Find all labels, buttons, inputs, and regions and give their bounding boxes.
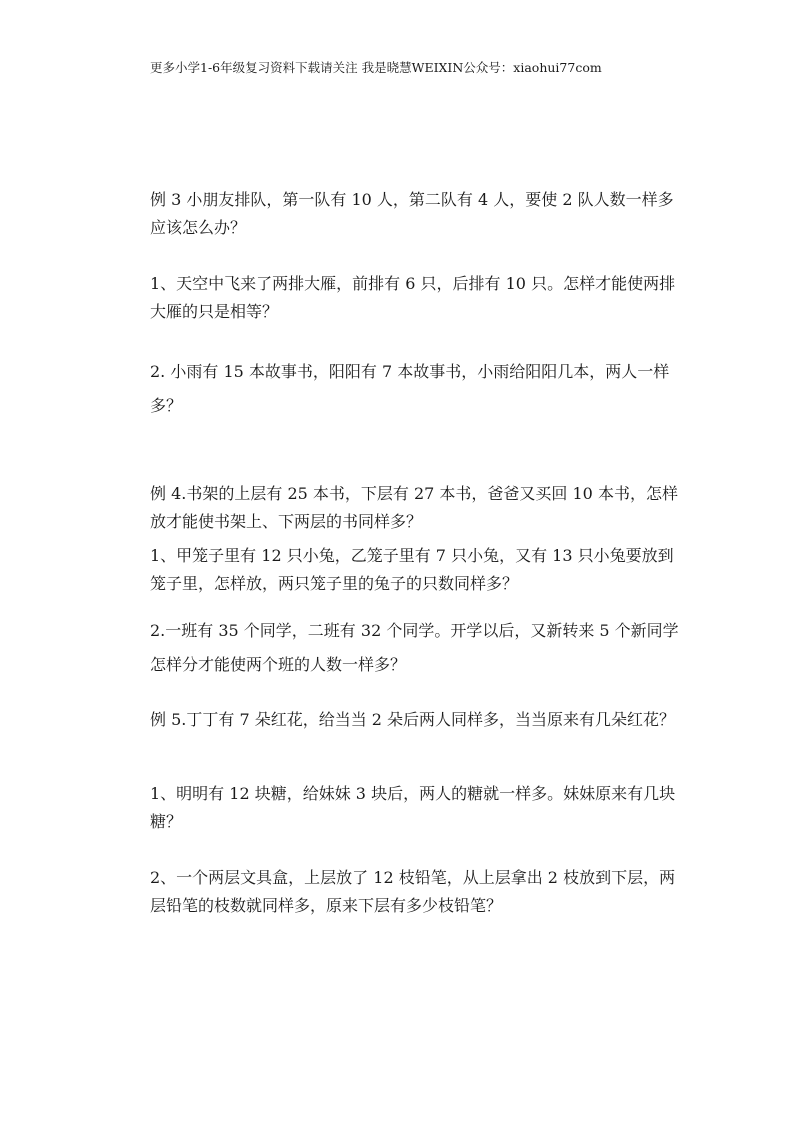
exercise-4-1 <box>150 542 674 598</box>
exercise-3-1-line-2: 大雁的只是相等？ <box>150 302 279 321</box>
exercise-3-2-line-2: 多？ <box>150 396 183 415</box>
example-5 <box>150 706 676 734</box>
exercise-3-2-line-1: 2. 小雨有 15 本故事书，阳阳有 7 本故事书，小雨给阳阳几本，两人一样 <box>150 362 670 381</box>
page-header: 更多小学1-6年级复习资料下载请关注 我是晓慧WEIXIN公众号：xiaohui77com <box>150 60 602 75</box>
exercise-4-2-line-2: 怎样分才能使两个班的人数一样多？ <box>150 655 407 674</box>
exercise-5-1-line-1: 1、明明有 12 块糖，给妹妹 3 块后，两人的糖就一样多。妹妹原来有几块 <box>150 784 676 803</box>
exercise-3-1 <box>150 270 676 326</box>
exercise-5-1 <box>150 780 676 836</box>
exercise-4-2 <box>150 614 679 682</box>
example-4-line-2: 放才能使书架上、下两层的书同样多？ <box>150 512 423 531</box>
exercise-5-2-line-2: 层铅笔的枝数就同样多，原来下层有多少枝铅笔？ <box>150 896 503 915</box>
exercise-3-1-line-1: 1、天空中飞来了两排大雁，前排有 6 只，后排有 10 只。怎样才能使两排 <box>150 274 676 293</box>
example-4-line-1: 例 4.书架的上层有 25 本书，下层有 27 本书，爸爸又买回 10 本书，怎样 <box>150 484 678 503</box>
exercise-4-2-line-1: 2.一班有 35 个同学，二班有 32 个同学。开学以后，又新转来 5 个新同学 <box>150 621 679 640</box>
exercise-3-2 <box>150 355 670 423</box>
example-4 <box>150 480 678 536</box>
exercise-4-1-line-2: 笼子里，怎样放，两只笼子里的兔子的只数同样多？ <box>150 574 519 593</box>
exercise-5-2 <box>150 864 676 920</box>
example-3-line-1: 例 3 小朋友排队，第一队有 10 人，第二队有 4 人，要使 2 队人数一样多 <box>150 190 674 209</box>
exercise-4-1-line-1: 1、甲笼子里有 12 只小兔，乙笼子里有 7 只小兔，又有 13 只小兔要放到 <box>150 546 674 565</box>
example-5-line-1: 例 5.丁丁有 7 朵红花，给当当 2 朵后两人同样多，当当原来有几朵红花？ <box>150 710 676 729</box>
example-3 <box>150 186 674 242</box>
exercise-5-1-line-2: 糖？ <box>150 812 183 831</box>
exercise-5-2-line-1: 2、一个两层文具盒，上层放了 12 枝铅笔，从上层拿出 2 枝放到下层，两 <box>150 868 676 887</box>
example-3-line-2: 应该怎么办？ <box>150 218 247 237</box>
